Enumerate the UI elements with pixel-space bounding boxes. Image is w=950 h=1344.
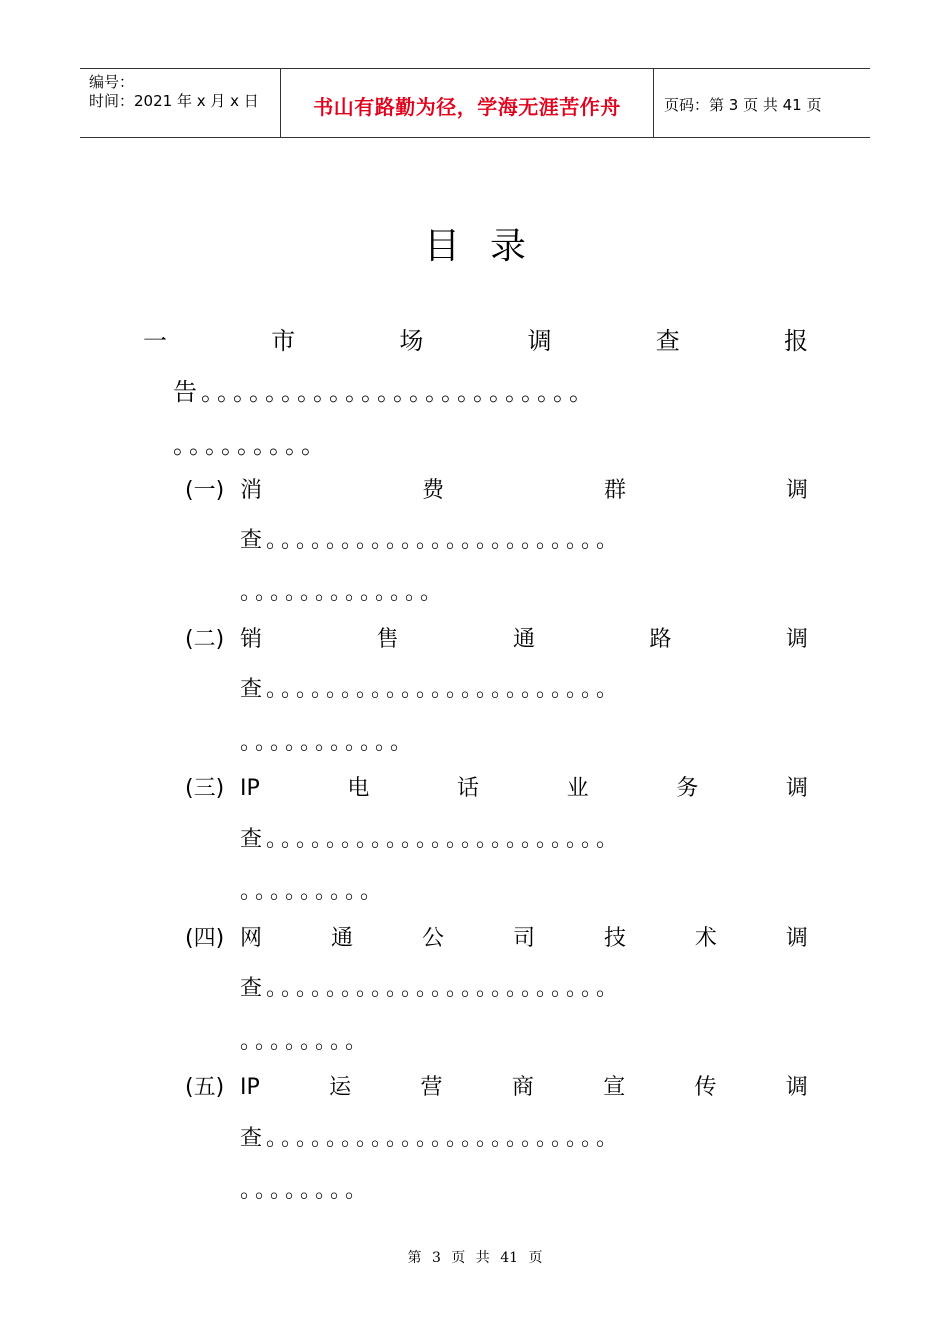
toc-item-5-line1 xyxy=(240,1073,808,1103)
toc-char: 报 xyxy=(783,327,808,355)
toc-char: 宣 xyxy=(603,1075,626,1100)
toc-char: 市 xyxy=(271,327,296,355)
toc-section-1-line1 xyxy=(143,326,808,356)
number-label: 编号： xyxy=(89,73,135,91)
toc-item-2-line2: 查。。。。。。。。。。。。。。。。。。。。。。。 xyxy=(240,677,623,702)
toc-char: 调 xyxy=(785,1075,808,1100)
toc-item-3-line3: 。。。。。。。。。 xyxy=(240,879,387,904)
toc-char: 通 xyxy=(512,627,535,652)
toc-char: 网 xyxy=(240,926,263,951)
toc-char: 调 xyxy=(527,327,552,355)
header-page-cell xyxy=(654,69,870,137)
page-footer: 第 3 页 共 41 页 xyxy=(407,1250,543,1266)
time-label: 时间：2021 年 x 月 x 日 xyxy=(89,92,259,110)
toc-item-1-label: (一) xyxy=(185,478,225,503)
toc-item-1-line3: 。。。。。。。。。。。。。 xyxy=(240,580,447,605)
toc-char: 司 xyxy=(512,926,535,951)
header-page-info: 页码：第 3 页 共 41 页 xyxy=(664,96,822,114)
toc-item-1-line1 xyxy=(240,476,808,506)
page-title: 目录 xyxy=(423,226,556,267)
header-motto-cell xyxy=(281,69,654,137)
toc-char: 调 xyxy=(785,926,808,951)
toc-char: 业 xyxy=(566,776,589,801)
toc-item-2-line1 xyxy=(240,625,808,655)
toc-char: 消 xyxy=(240,478,263,503)
toc-char: 售 xyxy=(376,627,399,652)
toc-char: 路 xyxy=(649,627,672,652)
toc-item-4-line3: 。。。。。。。。 xyxy=(240,1029,372,1054)
toc-item-5-line2: 查。。。。。。。。。。。。。。。。。。。。。。。 xyxy=(240,1126,623,1151)
toc-char: 一 xyxy=(143,327,167,355)
toc-char: 电 xyxy=(347,776,370,801)
toc-char: IP xyxy=(240,776,260,801)
toc-item-3-line1 xyxy=(240,774,808,804)
toc-char: 通 xyxy=(330,926,353,951)
toc-item-1-line2: 查。。。。。。。。。。。。。。。。。。。。。。。 xyxy=(240,528,623,553)
toc-char: 术 xyxy=(694,926,717,951)
toc-char: 费 xyxy=(421,478,444,503)
toc-char: 销 xyxy=(240,627,263,652)
toc-section-1-line2: 告。。。。。。。。。。。。。。。。。。。。。。。。 xyxy=(173,378,597,406)
toc-char: 查 xyxy=(655,327,680,355)
toc-section-1-line3: 。。。。。。。。。 xyxy=(173,431,329,459)
toc-item-2-line3: 。。。。。。。。。。。 xyxy=(240,730,417,755)
toc-char: 调 xyxy=(785,478,808,503)
toc-item-4-line1 xyxy=(240,924,808,954)
toc-char: 务 xyxy=(676,776,699,801)
toc-char: IP xyxy=(240,1075,260,1100)
toc-char: 运 xyxy=(329,1075,352,1100)
toc-item-4-line2: 查。。。。。。。。。。。。。。。。。。。。。。。 xyxy=(240,976,623,1001)
toc-char: 调 xyxy=(785,776,808,801)
toc-char: 技 xyxy=(603,926,626,951)
toc-char: 调 xyxy=(785,627,808,652)
toc-char: 营 xyxy=(420,1075,443,1100)
toc-char: 传 xyxy=(694,1075,717,1100)
toc-item-5-label: (五) xyxy=(185,1075,225,1100)
toc-char: 话 xyxy=(457,776,480,801)
toc-item-4-label: (四) xyxy=(185,926,225,951)
toc-item-3-line2: 查。。。。。。。。。。。。。。。。。。。。。。。 xyxy=(240,827,623,852)
toc-char: 场 xyxy=(399,327,424,355)
toc-item-3-label: (三) xyxy=(185,776,225,801)
toc-char: 商 xyxy=(511,1075,534,1100)
header-meta-cell xyxy=(80,69,281,137)
header-motto: 书山有路勤为径，学海无涯苦作舟 xyxy=(313,95,621,119)
toc-char: 群 xyxy=(603,478,626,503)
toc-item-2-label: (二) xyxy=(185,627,225,652)
toc-item-5-line3: 。。。。。。。。 xyxy=(240,1178,372,1203)
document-header xyxy=(80,68,870,138)
toc-char: 公 xyxy=(421,926,444,951)
